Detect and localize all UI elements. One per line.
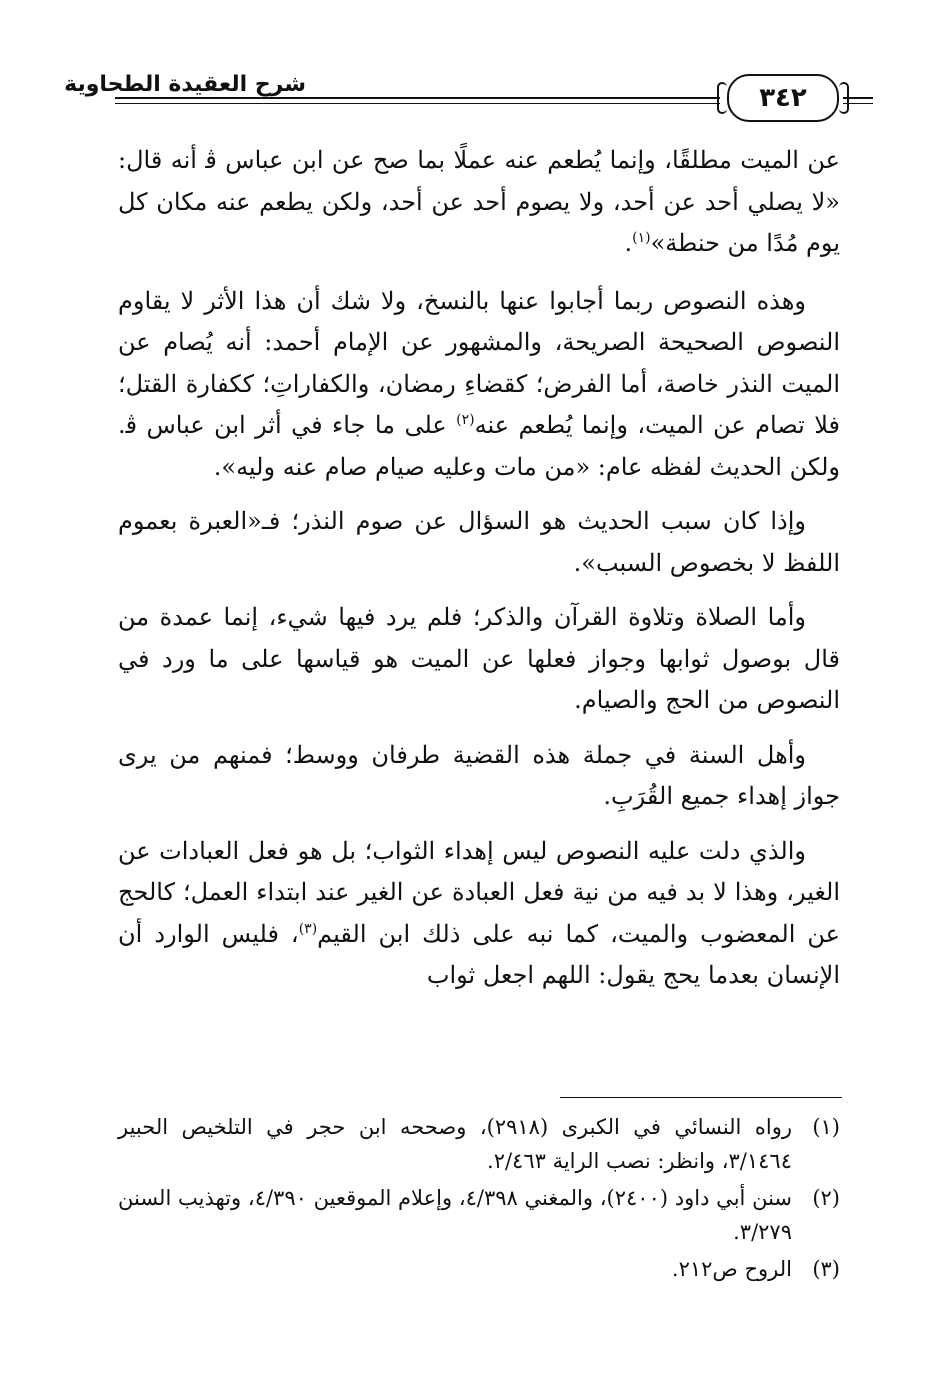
- header-rule: [115, 103, 720, 104]
- footnote-text: الروح ص٢١٢.: [671, 1257, 792, 1281]
- footnote-number: (١): [812, 1115, 840, 1139]
- footnote-ref: (١): [632, 230, 651, 246]
- paragraph-text: وأهل السنة في جملة هذه القضية طرفان ووسط؛ فمنهم من يرى جواز إهداء جميع القُرَبِ.: [118, 740, 840, 810]
- paragraph-text: والذي دلت عليه النصوص ليس إهداء الثواب؛ بل هو فعل العبادات عن الغير، وهذا لا بد فيه من نية فعل العبادة عن الغير عند ابتداء العمل؛ كالحج عن المعضوب والميت، كما نبه على ذلك ابن القيم: [118, 836, 840, 948]
- footnote-ref: (٣): [298, 920, 318, 937]
- paragraph-text: وهذه النصوص ربما أجابوا عنها بالنسخ، ولا شك أن هذا الأثر لا يقاوم النصوص الصحيحة الصريحة، والمشهور عن الإمام أحمد: أنه يُصام عن الميت النذر خاصة، أما الفرض؛ كقضاءِ رمضان، والكفاراتِ؛ ككفارة القتل؛ فلا تصام عن الميت، وإنما يُطعم عنه: [118, 286, 841, 439]
- footnotes: [118, 1110, 840, 1289]
- paragraph-text: .: [624, 229, 633, 257]
- book-title: شرح العقيدة الطحاوية: [60, 72, 310, 97]
- page-header: [64, 62, 850, 122]
- footnote: [118, 1110, 840, 1178]
- footnote-separator: [560, 1097, 842, 1098]
- paragraph: [118, 831, 840, 997]
- footnote: [118, 1181, 840, 1249]
- paragraph: [118, 281, 840, 489]
- paragraph: [118, 501, 840, 584]
- main-text: [118, 140, 840, 1010]
- page-number-badge: [727, 74, 839, 122]
- paragraph: [118, 140, 840, 265]
- paragraph-text: ، فليس الوارد أن الإنسان بعدما يحج يقول: اللهم اجعل ثواب: [118, 919, 840, 989]
- paragraph: [118, 735, 840, 818]
- paragraph-text: على ما جاء في أثر ابن عباس ﭬ. ولكن الحديث لفظه عام: «من مات وعليه صيام صام عنه وليه».: [118, 411, 840, 481]
- paragraph-text: [447, 411, 456, 439]
- footnote: [118, 1252, 840, 1286]
- paragraph: [118, 597, 840, 722]
- footnote-text: سنن أبي داود (٢٤٠٠)، والمغني ٤/٣٩٨، وإعلام الموقعين ٤/٣٩٠، وتهذيب السنن ٣/٢٧٩.: [118, 1186, 793, 1244]
- footnote-number: (٣): [812, 1257, 840, 1281]
- footnote-text: رواه النسائي في الكبرى (٢٩١٨)، وصححه ابن حجر في التلخيص الحبير ٣/١٤٦٤، وانظر: نصب الراية ٢/٤٦٣.: [118, 1115, 793, 1173]
- header-rule: [115, 97, 720, 99]
- paragraph-text: وإذا كان سبب الحديث هو السؤال عن صوم النذر؛ فـ«العبرة بعموم اللفظ لا بخصوص السبب».: [118, 507, 840, 577]
- footnote-ref: (٢): [456, 412, 475, 428]
- paragraph-text: وأما الصلاة وتلاوة القرآن والذكر؛ فلم يرد فيها شيء، إنما عمدة من قال بوصول ثوابها وجواز فعلها عن الميت هو قياسها على ما ورد في النصوص من الحج والصيام.: [118, 603, 840, 714]
- paragraph-text: عن الميت مطلقًا، وإنما يُطعم عنه عملًا بما صح عن ابن عباس ﭬ أنه قال: «لا يصلي أحد عن أحد، ولا يصوم أحد عن أحد، ولكن يطعم عنه مكان كل يوم مُدًا من حنطة»: [118, 146, 840, 257]
- footnote-number: (٢): [812, 1186, 840, 1210]
- page-number: ٣٤٢: [759, 83, 807, 113]
